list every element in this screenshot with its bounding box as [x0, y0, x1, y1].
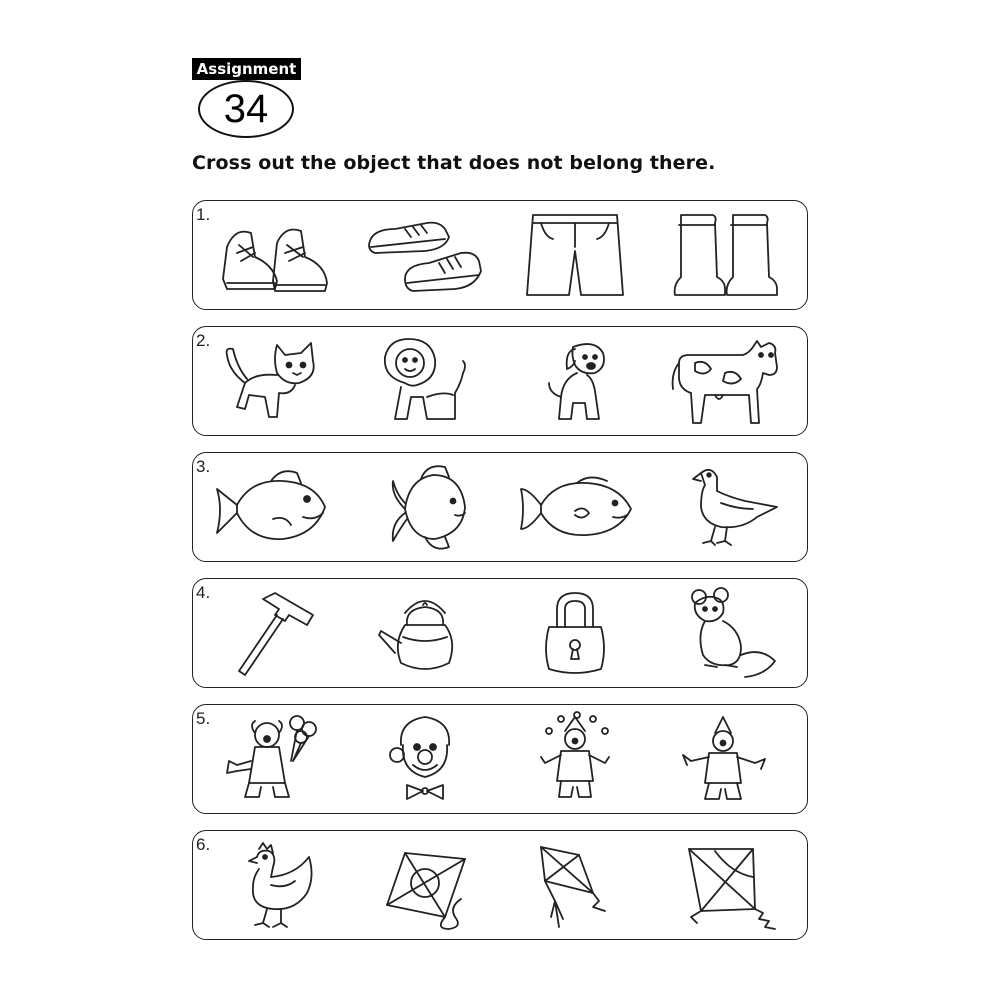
- dog-icon[interactable]: [515, 333, 635, 429]
- row-number: 5.: [196, 709, 211, 728]
- diamond-kite-icon[interactable]: [665, 837, 785, 933]
- padlock-icon[interactable]: [515, 585, 635, 681]
- assignment-number: 34: [198, 80, 294, 138]
- waving-clown-icon[interactable]: [665, 711, 785, 807]
- tropical-fish-icon[interactable]: [365, 459, 485, 555]
- exercise-row-4: [192, 578, 808, 688]
- row-number: 3.: [196, 457, 211, 476]
- sneakers-icon[interactable]: [215, 207, 335, 303]
- exercise-row-6: [192, 830, 808, 940]
- clown-with-balloons-icon[interactable]: [215, 711, 335, 807]
- lion-icon[interactable]: [365, 333, 485, 429]
- row-number: 4.: [196, 583, 211, 602]
- exercise-row-3: [192, 452, 808, 562]
- kettle-icon[interactable]: [365, 585, 485, 681]
- instruction-text: Cross out the object that does not belong there.: [192, 152, 716, 174]
- boots-icon[interactable]: [665, 207, 785, 303]
- fish-icon[interactable]: [211, 459, 331, 555]
- cow-icon[interactable]: [665, 333, 785, 429]
- assignment-label: Assignment: [192, 58, 301, 80]
- row-number: 2.: [196, 331, 211, 350]
- hammer-icon[interactable]: [215, 585, 335, 681]
- row-number: 6.: [196, 835, 211, 854]
- exercise-row-1: [192, 200, 808, 310]
- kite-with-tail-icon[interactable]: [515, 837, 635, 933]
- juggling-clown-icon[interactable]: [515, 711, 635, 807]
- exercise-row-5: [192, 704, 808, 814]
- flat-fish-icon[interactable]: [515, 459, 635, 555]
- exercise-row-2: [192, 326, 808, 436]
- mouse-icon[interactable]: [665, 585, 785, 681]
- kite-icon[interactable]: [365, 837, 485, 933]
- pigeon-icon[interactable]: [665, 459, 785, 555]
- clown-face-icon[interactable]: [365, 711, 485, 807]
- cat-icon[interactable]: [215, 333, 335, 429]
- hen-icon[interactable]: [215, 837, 335, 933]
- shoes-icon[interactable]: [365, 207, 485, 303]
- row-number: 1.: [196, 205, 211, 224]
- shorts-icon[interactable]: [515, 207, 635, 303]
